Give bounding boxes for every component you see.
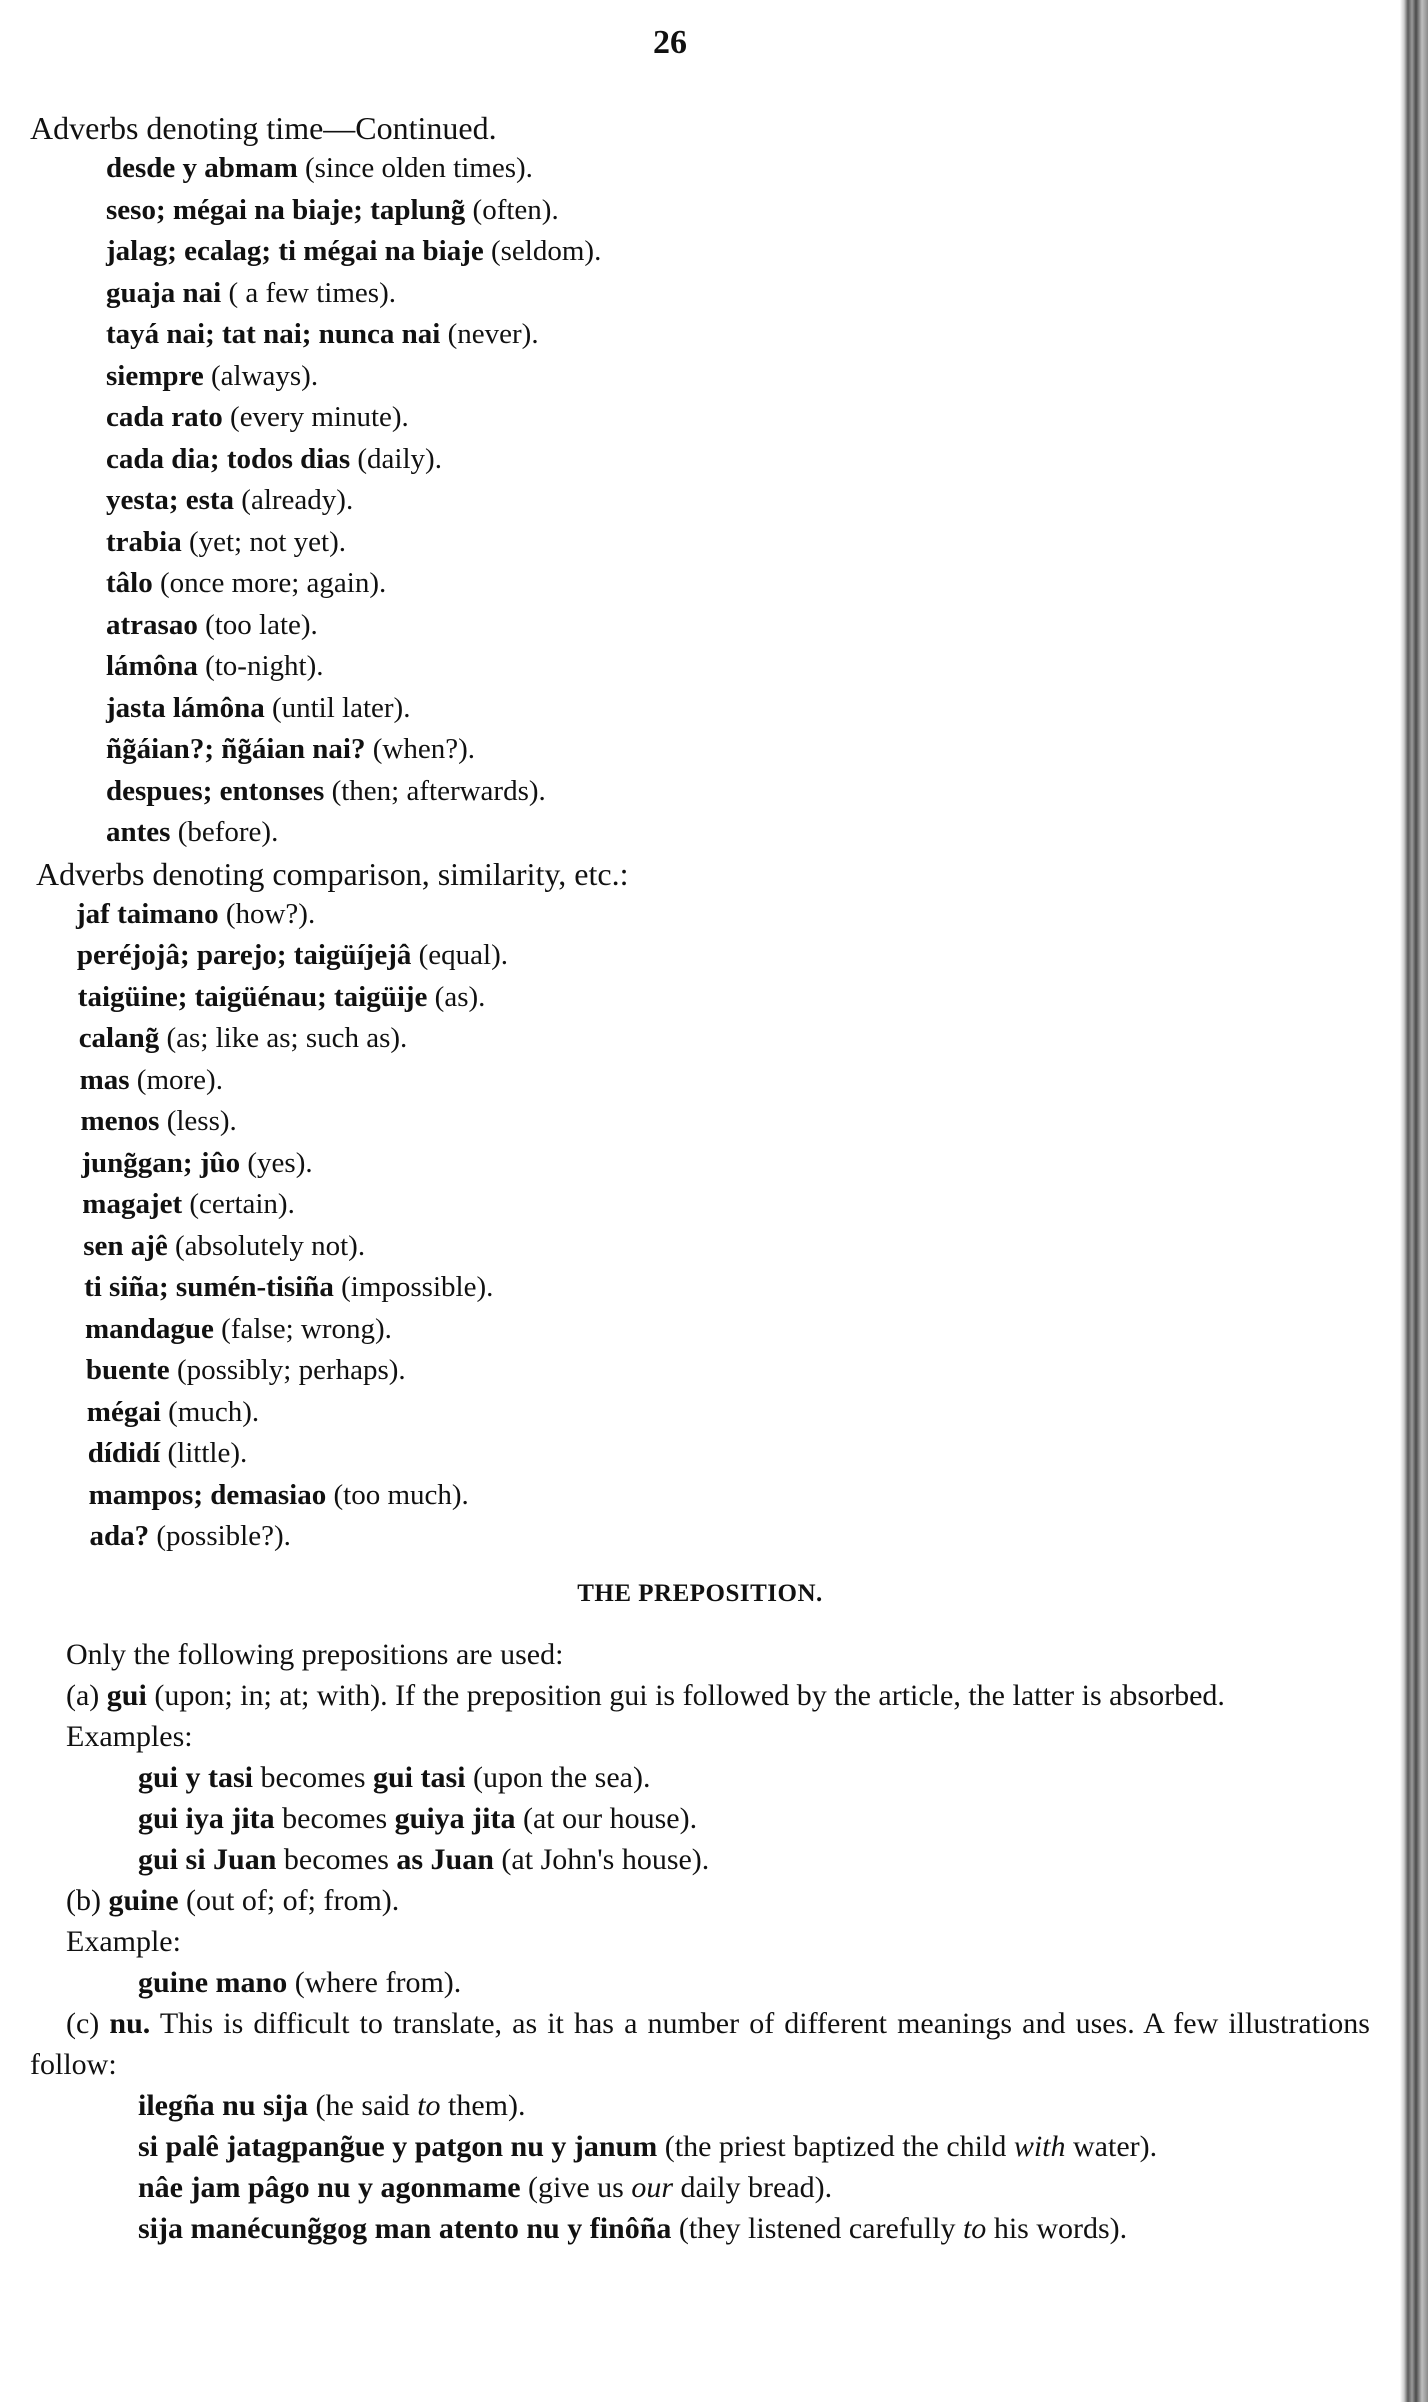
example-c-row [30,2085,1370,2126]
adverb-term: trabia [106,525,182,558]
adverb-term: siempre [106,359,204,392]
adverb-gloss: ( a few times). [228,276,396,309]
example-c-row [30,2126,1370,2167]
adverb-term: magajet [82,1188,183,1220]
example-term: sija manécung̃gog man atento nu y finôña [138,2211,672,2245]
adverb-gloss: (false; wrong). [221,1312,392,1345]
adverb-gloss: (impossible). [341,1271,494,1303]
preposition-c-term: nu. [109,2006,151,2040]
example-gloss-post: them). [440,2088,526,2122]
preposition-c-text: This is difficult to translate, as it has a number of different meanings and uses. A few illustrations follow: [30,2006,1370,2081]
adverb-term: peréjojâ; parejo; taigüíjejâ [76,939,412,971]
preposition-b-term: guine [108,1883,179,1917]
example-a-row [30,1839,1370,1880]
example-b [30,1962,1370,2003]
time-adverbs-list [30,148,1370,854]
comparison-adverb-entry [30,1267,1370,1309]
comparison-adverb-entry [30,1143,1370,1185]
preposition-b [30,1880,1370,1921]
adverb-term: yesta; esta [106,484,235,516]
comparison-adverb-entry [30,1309,1370,1351]
adverb-gloss: (much). [168,1395,260,1428]
adverb-term: guaja nai [106,276,222,309]
example-gloss-pre: (the priest baptized the child [664,2129,1014,2163]
example-gloss-em: to [417,2088,441,2122]
adverb-term: mas [79,1063,130,1096]
comparison-adverb-entry [30,1433,1370,1475]
adverb-gloss: (yes). [247,1146,313,1179]
example-to: gui tasi [373,1760,466,1794]
preposition-a-term: gui [106,1678,147,1712]
example-gloss-post: water). [1065,2129,1158,2163]
adverb-gloss: (too much). [333,1478,469,1511]
examples-label-a: Examples: [66,1719,193,1753]
adverb-term: cada rato [106,401,223,433]
adverb-gloss: (once more; again). [159,567,387,599]
page-number: 26 [653,24,687,61]
adverb-gloss: (as; like as; such as). [166,1022,408,1054]
time-adverb-entry [30,563,1370,605]
time-adverb-entry [30,812,1370,854]
adverb-gloss: (since olden times). [304,152,533,184]
adverb-gloss: (little). [167,1437,248,1469]
adverb-gloss: (already). [241,484,354,516]
example-gloss-post: daily bread). [673,2170,833,2204]
example-gloss: (at John's house). [501,1842,710,1876]
preposition-a-text: (upon; in; at; with). If the preposition gui is followed by the article, the latter is absorbed. [154,1678,1225,1712]
preposition-a [30,1675,1370,1716]
adverb-gloss: (often). [472,193,559,226]
adverb-term: antes [106,816,171,848]
time-adverb-entry [30,480,1370,522]
adverb-gloss: (before). [177,816,279,848]
example-term: ilegña nu sija [138,2088,309,2122]
example-c-row [30,2167,1370,2208]
adverb-term: sen ajê [83,1229,168,1262]
comparison-adverb-entry [30,1184,1370,1226]
time-adverb-entry [30,397,1370,439]
comparison-adverb-entry [30,1226,1370,1268]
page-edge-shadow [1400,0,1428,2402]
adverb-term: seso; mégai na biaje; taplung̃ [106,193,466,226]
example-gloss-pre: (give us [528,2170,632,2204]
adverb-gloss: (less). [166,1105,237,1137]
adverb-gloss: (as). [434,980,486,1013]
time-adverb-entry [30,688,1370,730]
time-adverb-entry [30,605,1370,647]
comparison-adverb-entry [30,1350,1370,1392]
adverb-term: mampos; demasiao [88,1478,327,1511]
adverb-gloss: (never). [447,318,539,350]
adverb-gloss: (how?). [225,897,316,930]
comparison-adverb-entry [30,1018,1370,1060]
adverb-term: mandague [85,1312,214,1345]
adverb-gloss: (equal). [418,939,508,971]
adverb-term: taigüine; taigüénau; taigüije [77,980,428,1013]
comparison-adverbs-list [30,894,1370,1558]
example-b-gloss: (where from). [294,1965,462,1999]
comparison-adverbs-heading: Adverbs denoting comparison, similarity, etc.: [36,855,629,892]
adverb-term: buente [85,1354,170,1386]
adverb-term: ñg̃áian?; ñg̃áian nai? [106,733,366,765]
adverb-term: cada dia; todos dias [106,442,351,475]
adverb-gloss: (certain). [189,1188,295,1220]
adverb-term: jung̃gan; jûo [81,1146,241,1179]
section-title: THE PREPOSITION. [577,1579,823,1607]
adverb-gloss: (to-night). [205,650,324,682]
time-adverb-entry [30,646,1370,688]
time-adverb-entry [30,231,1370,273]
example-term: si palê jatagpang̃ue y patgon nu y janum [138,2129,658,2163]
comparison-adverb-entry [30,977,1370,1019]
adverb-term: jaf taimano [76,897,219,930]
preposition-a-label: (a) [66,1678,100,1712]
comparison-adverb-entry [30,1060,1370,1102]
example-label-b: Example: [66,1924,181,1958]
example-a-row [30,1798,1370,1839]
adverb-gloss: (possibly; perhaps). [176,1354,406,1386]
examples-a-list [30,1757,1370,1880]
example-gloss-em: to [962,2211,987,2245]
time-adverb-entry [30,771,1370,813]
adverb-term: tayá nai; tat nai; nunca nai [106,318,441,350]
comparison-adverb-entry [30,1392,1370,1434]
preposition-intro: Only the following prepositions are used: [66,1637,564,1671]
adverb-gloss: (more). [136,1063,223,1096]
adverb-term: jasta lámôna [106,691,265,724]
example-becomes: becomes [260,1760,366,1794]
example-becomes: becomes [282,1801,388,1835]
time-adverb-entry [30,314,1370,356]
time-adverb-entry [30,522,1370,564]
example-from: gui y tasi [138,1760,254,1794]
adverb-term: desde y abmam [106,152,298,184]
example-c-row [30,2208,1370,2249]
adverb-gloss: (every minute). [230,401,409,433]
adverb-term: dídidí [87,1437,161,1469]
comparison-adverb-entry [30,1516,1370,1558]
adverb-gloss: (when?). [372,733,475,765]
adverb-gloss: (possible?). [156,1520,291,1552]
example-gloss: (upon the sea). [473,1760,651,1794]
time-adverbs-heading: Adverbs denoting time—Continued. [30,110,497,146]
example-from: gui iya jita [138,1801,275,1835]
time-adverb-entry [30,439,1370,481]
adverb-gloss: (always). [210,359,319,392]
example-gloss-pre: (he said [315,2088,418,2122]
time-adverb-entry [30,356,1370,398]
adverb-term: lámôna [106,650,198,682]
example-a-row [30,1757,1370,1798]
example-gloss-em: our [631,2170,674,2204]
comparison-adverb-entry [30,1475,1370,1517]
preposition-b-label: (b) [66,1883,101,1917]
adverb-term: tâlo [106,567,153,599]
adverb-term: menos [80,1105,160,1137]
preposition-c-label: (c) [66,2006,100,2040]
adverb-gloss: (until later). [271,691,411,724]
time-adverb-entry [30,190,1370,232]
comparison-adverb-entry [30,1101,1370,1143]
example-from: gui si Juan [138,1842,277,1876]
preposition-b-text: (out of; of; from). [186,1883,400,1917]
adverb-term: jalag; ecalag; ti mégai na biaje [106,235,484,267]
example-gloss: (at our house). [522,1801,698,1835]
time-adverb-entry [30,729,1370,771]
adverb-gloss: (then; afterwards). [331,774,546,807]
adverb-gloss: (too late). [205,608,318,641]
adverb-gloss: (absolutely not). [175,1229,366,1262]
time-adverb-entry [30,148,1370,190]
example-to: as Juan [396,1842,494,1876]
adverb-gloss: (yet; not yet). [188,525,347,558]
example-gloss-post: his words). [986,2211,1128,2245]
adverb-term: ada? [89,1520,150,1552]
adverb-term: atrasao [106,608,198,641]
page-content [30,108,1370,2249]
adverb-term: despues; entonses [106,774,325,807]
comparison-adverb-entry [30,894,1370,936]
example-to: guiya jita [394,1801,516,1835]
example-term: nâe jam pâgo nu y agonmame [138,2170,521,2204]
adverb-gloss: (daily). [357,442,442,475]
time-adverb-entry [30,273,1370,315]
examples-c-list [30,2085,1370,2249]
adverb-term: ti siña; sumén-tisiña [84,1271,334,1303]
adverb-term: mégai [86,1395,161,1428]
example-gloss-em: with [1013,2129,1066,2163]
comparison-adverb-entry [30,935,1370,977]
example-b-term: guine mano [138,1965,288,1999]
preposition-c [30,2003,1370,2085]
adverb-term: calang̃ [78,1022,160,1054]
adverb-gloss: (seldom). [490,235,602,267]
example-gloss-pre: (they listened carefully [678,2211,963,2245]
example-becomes: becomes [283,1842,389,1876]
